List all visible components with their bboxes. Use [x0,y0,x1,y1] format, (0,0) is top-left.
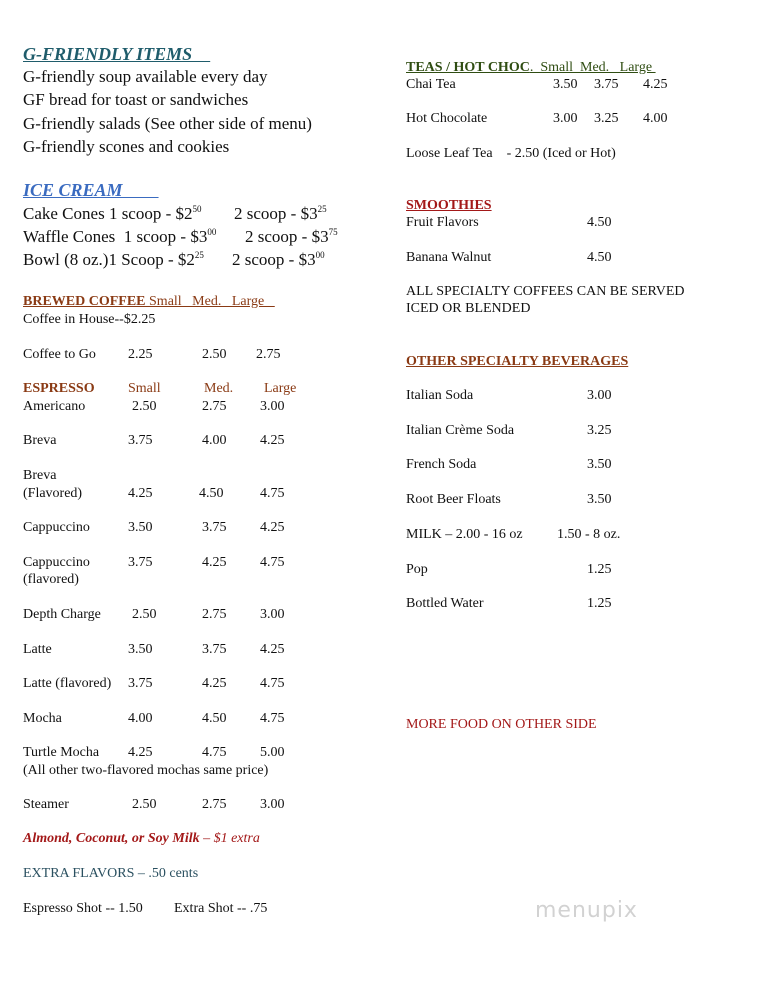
price: 3.25 [587,423,612,438]
price-small: 4.25 [128,745,153,760]
price-small: 3.00 [553,111,578,126]
gf-item: G-friendly soup available every day [23,67,268,86]
menu-item-name: Latte (flavored) [23,676,112,691]
price-large: 4.75 [260,676,285,691]
espresso-title: ESPRESSO [23,381,95,396]
menu-item-name: Steamer [23,797,69,812]
price-large: 4.25 [260,642,285,657]
menu-item-name: Turtle Mocha [23,745,100,760]
ice-cream-row: Bowl (8 oz.)1 Scoop - $\$2^{25}$ [23,250,204,269]
menu-item-name: MILK – 2.00 - 16 oz [406,527,523,542]
menu-item-name: Breva [23,468,57,483]
price-small: 4.00 [128,711,153,726]
size-medium: Med. [204,381,234,396]
price-large: 3.00 [260,607,285,622]
coffee-in-house: Coffee in House--$2.25 [23,312,156,327]
espresso-shot: Espresso Shot -- 1.50 [23,901,143,916]
ice-cream-two-scoop: 2 scoop - $\$3^{00}$ [232,250,325,269]
price-small: 4.25 [128,486,153,501]
gf-item: G-friendly salads (See other side of menu) [23,114,312,133]
price-small: 3.75 [128,555,153,570]
menu-item-name-qualifier: (flavored) [23,572,79,587]
size-large: Large [264,381,297,396]
price: 4.50 [587,250,612,265]
teas-header: TEAS / HOT CHOC. Small Med. Large [406,60,656,75]
menu-item-name: Hot Chocolate [406,111,488,126]
coffee-to-go-name: Coffee to Go [23,347,96,362]
price-medium: 3.25 [594,111,619,126]
price-large: 4.00 [643,111,668,126]
price-medium: 4.50 [202,711,227,726]
menu-item-name: Fruit Flavors [406,215,479,230]
ice-cream-row: Waffle Cones 1 scoop - $\$3^{00}$ [23,227,217,246]
price-medium: 4.50 [199,486,224,501]
price-small: 3.50 [128,520,153,535]
menu-item-name-qualifier: (Flavored) [23,486,83,501]
price-large: 3.00 [260,797,285,812]
price-medium: 4.25 [202,555,227,570]
loose-leaf-tea: Loose Leaf Tea - 2.50 (Iced or Hot) [406,146,616,161]
price: 4.50 [587,215,612,230]
price-large: 2.75 [256,347,281,362]
price: 1.50 - 8 oz. [557,527,621,542]
ice-cream-title: ICE CREAM [23,180,159,200]
price: 3.50 [587,457,612,472]
extra-flavors: EXTRA FLAVORS – .50 cents [23,866,199,881]
price-large: 4.75 [260,486,285,501]
price-medium: 3.75 [202,642,227,657]
gf-section-title: G-FRIENDLY ITEMS [23,44,211,64]
price-small: 2.50 [132,797,157,812]
price: 3.50 [587,492,612,507]
price-medium: 4.00 [202,433,227,448]
menu-item-name: Breva [23,433,57,448]
price-medium: 3.75 [202,520,227,535]
gf-item: GF bread for toast or sandwiches [23,90,249,109]
menu-item-name: Root Beer Floats [406,492,501,507]
price-large: 5.00 [260,745,285,760]
price: 3.00 [587,388,612,403]
price-medium: 3.75 [594,77,619,92]
price-large: 4.75 [260,711,285,726]
menu-item-name: Chai Tea [406,77,456,92]
ice-cream-row: Cake Cones 1 scoop - $\$2^{50}$ [23,204,202,223]
menu-item-name: Italian Crème Soda [406,423,515,438]
smoothies-title: SMOOTHIES [406,198,492,213]
menu-item-name: French Soda [406,457,477,472]
price-small: 3.50 [553,77,578,92]
price-medium: 2.75 [202,607,227,622]
menu-item-name: Pop [406,562,428,577]
price-medium: 2.75 [202,399,227,414]
price-large: 4.75 [260,555,285,570]
price-large: 4.25 [643,77,668,92]
menupix-watermark-logo: menupix [535,898,638,923]
price-small: 2.50 [132,607,157,622]
size-small: Small [128,381,161,396]
alt-milk-note: Almond, Coconut, or Soy Milk – $1 extra [23,831,260,846]
price-large: 3.00 [260,399,285,414]
price-small: 2.50 [132,399,157,414]
ice-cream-two-scoop: 2 scoop - $\$3^{25}$ [234,204,327,223]
menu-item-name: Italian Soda [406,388,474,403]
ice-cream-two-scoop: 2 scoop - $\$3^{75}$ [245,227,338,246]
menu-item-name: Mocha [23,711,62,726]
menu-item-name: Depth Charge [23,607,101,622]
other-beverages-title: OTHER SPECIALTY BEVERAGES [406,354,629,369]
price-large: 4.25 [260,520,285,535]
more-food-note: MORE FOOD ON OTHER SIDE [406,717,597,732]
specialty-note-line1: ALL SPECIALTY COFFEES CAN BE SERVED [406,284,685,299]
gf-item: G-friendly scones and cookies [23,137,230,156]
brewed-coffee-header: BREWED COFFEE Small Med. Large [23,294,275,309]
price-small: 3.75 [128,433,153,448]
price: 1.25 [587,596,612,611]
menu-item-name: Americano [23,399,86,414]
menu-item-name: Banana Walnut [406,250,492,265]
price-medium: 4.75 [202,745,227,760]
menu-item-name: Cappuccino [23,555,90,570]
price-medium: 4.25 [202,676,227,691]
price-small: 3.50 [128,642,153,657]
price: 1.25 [587,562,612,577]
price-small: 3.75 [128,676,153,691]
menu-item-name: Bottled Water [406,596,484,611]
price-medium: 2.75 [202,797,227,812]
menu-item-name: Cappuccino [23,520,90,535]
price-medium: 2.50 [202,347,227,362]
extra-shot: Extra Shot -- .75 [174,901,268,916]
turtle-mocha-note: (All other two-flavored mochas same price) [23,763,269,778]
price-large: 4.25 [260,433,285,448]
price-small: 2.25 [128,347,153,362]
specialty-note-line2: ICED OR BLENDED [406,301,531,316]
menu-item-name: Latte [23,642,52,657]
